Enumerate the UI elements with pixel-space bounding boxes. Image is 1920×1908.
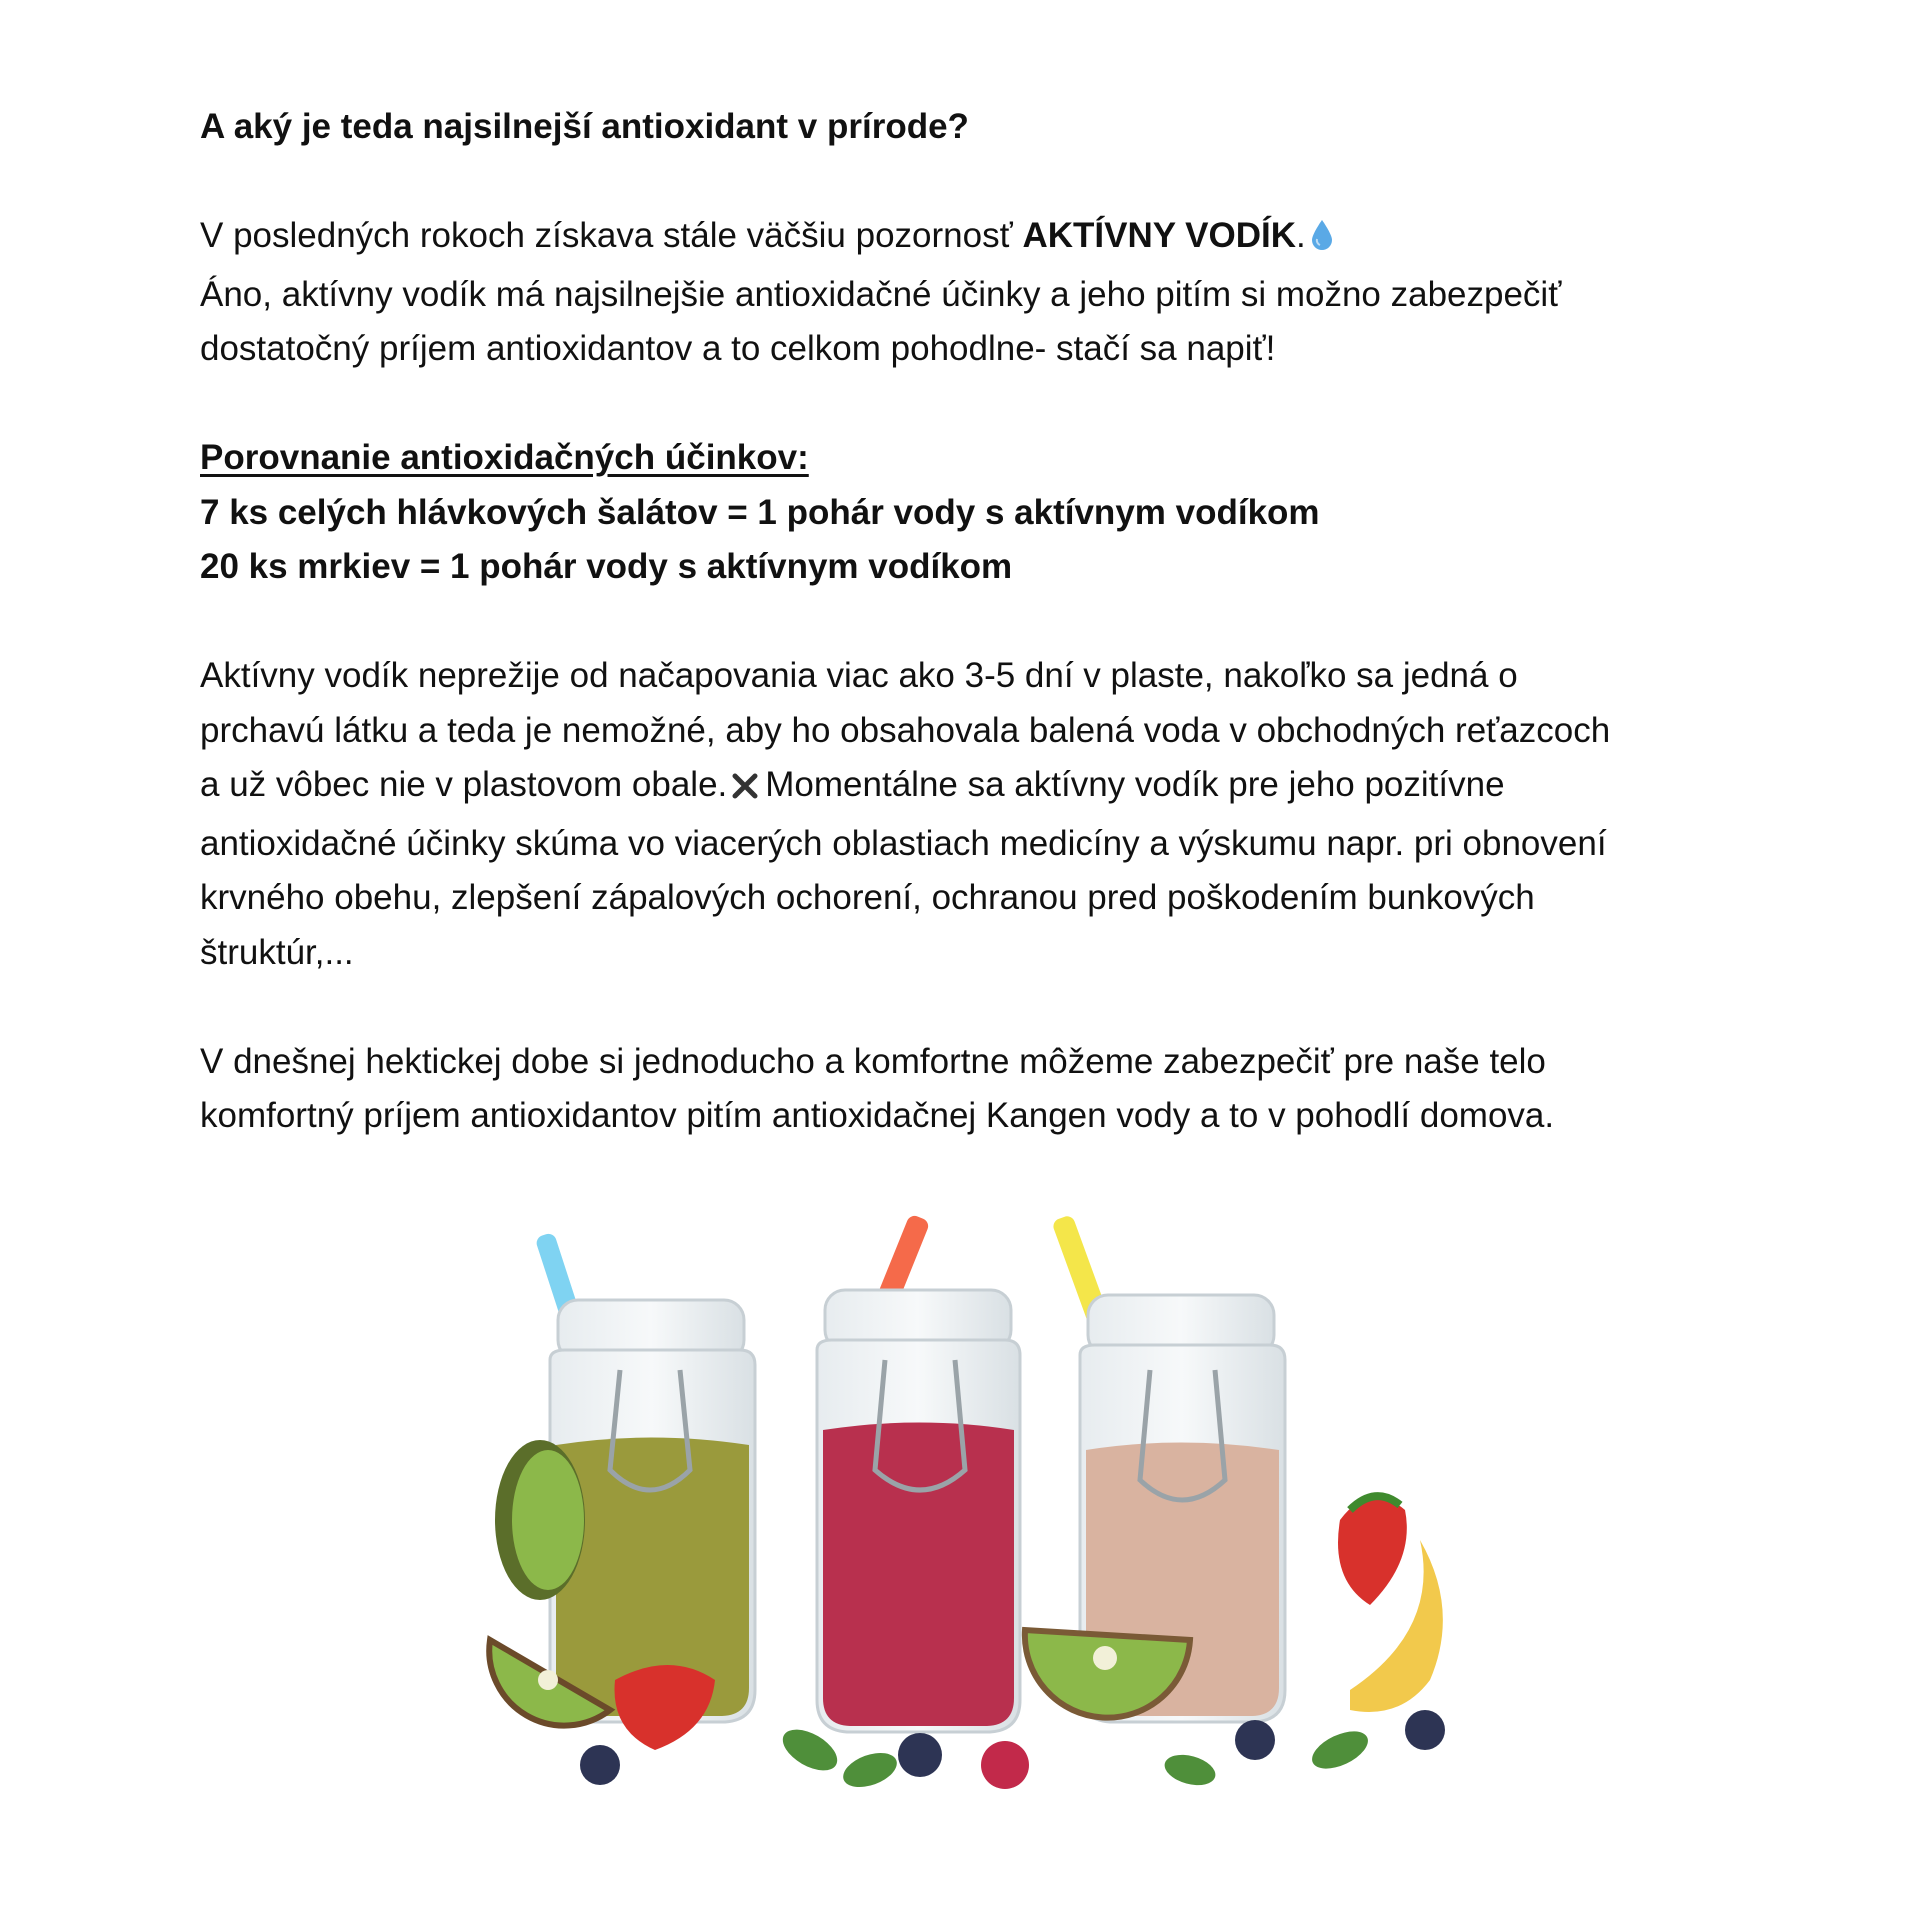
spacer — [200, 980, 1760, 1035]
spacer — [200, 155, 1760, 210]
research-line-3a: a už vôbec nie v plastovom obale. — [200, 765, 728, 804]
spacer — [200, 377, 1760, 432]
research-line-1: Aktívny vodík neprežije od načapovania viac ako 3-5 dní v plaste, nakoľko sa jedná o — [200, 656, 1518, 695]
comparison-block — [200, 431, 1760, 595]
research-line-4: antioxidačné účinky skúma vo viacerých oblastiach medicíny a výskumu napr. pri obnovení — [200, 823, 1607, 863]
intro-text: V posledných rokoch získava stále väčšiu pozornosť — [200, 216, 1023, 255]
conclusion-paragraph — [200, 1035, 1760, 1144]
intro-suffix: . — [1296, 216, 1306, 255]
comparison-item: 7 ks celých hlávkových šalátov = 1 pohár vody s aktívnym vodíkom — [200, 492, 1320, 532]
kiwi-slice-left — [495, 1440, 585, 1600]
research-line-2: prchavú látku a teda je nemožné, aby ho obsahovala balená voda v obchodných reťazcoch — [200, 710, 1611, 750]
intro-line-2: Áno, aktívny vodík má najsilnejšie antioxidačné účinky a jeho pitím si možno zabezpečiť — [200, 274, 1562, 314]
raspberry — [981, 1741, 1029, 1789]
comparison-title: Porovnanie antioxidačných účinkov: — [200, 438, 809, 477]
conclusion-line-2: komfortný príjem antioxidantov pitím antioxidačnej Kangen vody a to v pohodlí domova. — [200, 1096, 1555, 1135]
article — [200, 100, 1760, 1144]
strawberry-right — [1338, 1496, 1407, 1605]
spacer — [200, 595, 1760, 650]
comparison-item: 20 ks mrkiev = 1 pohár vody s aktívnym vodíkom — [200, 547, 1013, 586]
strawberry-left — [615, 1665, 716, 1750]
conclusion-line-1: V dnešnej hektickej dobe si jednoducho a komfortne môžeme zabezpečiť pre naše telo — [200, 1041, 1546, 1081]
research-line-3b: Momentálne sa aktívny vodík pre jeho pozitívne — [765, 765, 1505, 804]
research-line-6: štruktúr,... — [200, 932, 354, 972]
intro-highlight: AKTÍVNY VODÍK — [1022, 216, 1296, 255]
cross-mark-icon — [731, 762, 759, 817]
water-drop-icon — [1310, 213, 1334, 268]
jar-red — [817, 1290, 1020, 1732]
smoothie-jars-image — [470, 1210, 1520, 1810]
article-heading: A aký je teda najsilnejší antioxidant v prírode? — [200, 107, 969, 146]
research-paragraph — [200, 649, 1760, 980]
intro-paragraph — [200, 209, 1760, 377]
intro-line-3: dostatočný príjem antioxidantov a to celkom pohodlne- stačí sa napiť! — [200, 329, 1276, 368]
research-line-5: krvného obehu, zlepšení zápalových ochorení, ochranou pred poškodením bunkových — [200, 878, 1535, 917]
